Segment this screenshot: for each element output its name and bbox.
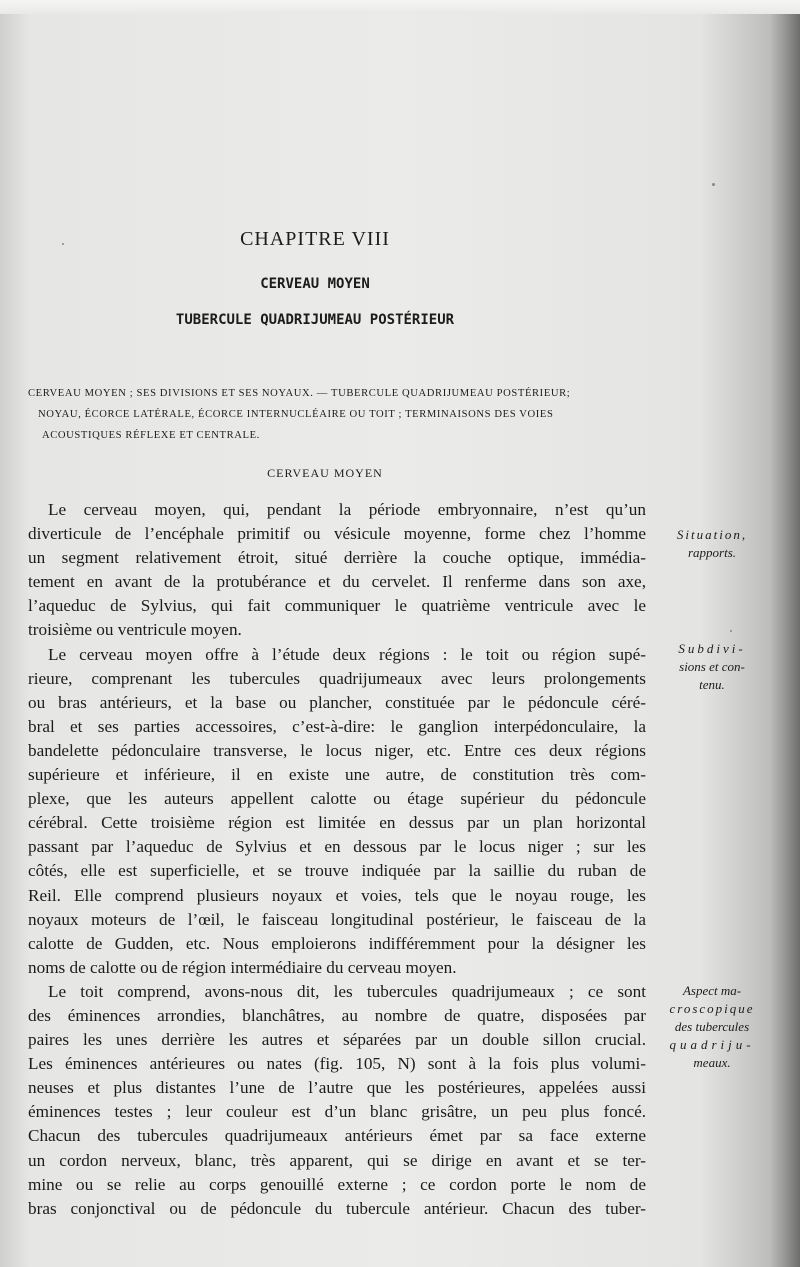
body-line: neuses et plus distantes l’une de l’autre que les postérieures, appelées aussi xyxy=(28,1078,646,1098)
print-speck xyxy=(712,183,715,186)
body-line: cérébral. Cette troisième région est limitée en dessus par un plan horizontal xyxy=(28,813,646,833)
body-line: un segment relativement étroit, situé derrière la couche optique, immédia- xyxy=(28,548,646,568)
body-text xyxy=(28,498,646,1221)
summary-line: ACOUSTIQUES RÉFLEXE ET CENTRALE. xyxy=(42,430,260,441)
print-speck xyxy=(62,243,64,245)
body-line: bras conjonctival ou de pédoncule du tubercule antérieur. Chacun des tuber- xyxy=(28,1198,646,1218)
body-line: l’aqueduc de Sylvius, qui fait communiquer le quatrième ventricule avec le xyxy=(28,596,646,616)
chapter-heading: CHAPITRE VIII xyxy=(240,228,390,250)
body-line: troisième ou ventricule moyen. xyxy=(28,620,242,640)
margin-note-line: quadriju- xyxy=(669,1037,755,1052)
margin-note-line: des tubercules xyxy=(674,1019,750,1034)
margin-note-line: sions et con- xyxy=(679,659,745,674)
chapter-summary xyxy=(28,383,638,446)
body-line: Chacun des tubercules quadrijumeaux antérieurs émet par sa face externe xyxy=(28,1126,646,1146)
body-line: tement en avant de la protubérance et du cervelet. Il renferme dans son axe, xyxy=(28,572,646,592)
margin-note-line: meaux. xyxy=(693,1055,731,1070)
body-line: Le toit comprend, avons-nous dit, les tubercules quadrijumeaux ; ce sont xyxy=(48,981,646,1001)
margin-note-line: Situation, xyxy=(676,527,748,542)
margin-note-line: croscopique xyxy=(669,1001,755,1016)
body-line: calotte de Gudden, etc. Nous emploierons indifféremment pour la désigner les xyxy=(28,933,646,953)
body-line: supérieure et inférieure, il en existe une autre, de constitution très com- xyxy=(28,765,646,785)
body-line: bandelette pédonculaire transverse, le locus niger, etc. Entre ces deux régions xyxy=(28,740,646,760)
margin-note-subdivisions xyxy=(656,640,768,694)
summary-line: NOYAU, ÉCORCE LATÉRALE, ÉCORCE INTERNUCLÉAIRE OU TOIT ; TERMINAISONS DES VOIES xyxy=(38,409,554,420)
margin-note-line: Aspect ma- xyxy=(682,983,742,998)
body-line: mine ou se relie au corps genouillé externe ; ce cordon porte le nom de xyxy=(28,1174,646,1194)
body-line: Le cerveau moyen offre à l’étude deux régions : le toit ou région supé- xyxy=(48,644,646,664)
body-line: côtés, elle est superficielle, et se trouve indiquée par la saillie du ruban de xyxy=(28,861,646,881)
margin-note-aspect xyxy=(656,982,768,1072)
summary-line: CERVEAU MOYEN ; SES DIVISIONS ET SES NOYAUX. — TUBERCULE QUADRIJUMEAU POSTÉRIEUR; xyxy=(28,388,571,399)
margin-note-line: Subdivi- xyxy=(678,641,746,656)
body-line: paires les unes derrière les autres et séparées par un double sillon crucial. xyxy=(28,1030,646,1050)
body-line: un cordon nerveux, blanc, très apparent, qui se dirige en avant et se ter- xyxy=(28,1150,646,1170)
body-line: rieure, comprenant les tubercules quadrijumeaux avec leurs prolongements xyxy=(28,668,646,688)
body-line: Le cerveau moyen, qui, pendant la période embryonnaire, n’est qu’un xyxy=(48,500,646,519)
body-line: plexe, que les auteurs appellent calotte ou étage supérieur du pédoncule xyxy=(28,789,646,809)
body-line: des éminences arrondies, blanchâtres, au nombre de quatre, disposées par xyxy=(28,1005,646,1025)
body-line: diverticule de l’encéphale primitif ou vésicule moyenne, forme chez l’homme xyxy=(28,524,646,544)
body-line: noms de calotte ou de région intermédiaire du cerveau moyen. xyxy=(28,957,457,977)
chapter-title-line-1: CERVEAU MOYEN xyxy=(260,276,370,292)
body-line: éminences testes ; leur couleur est d’un blanc grisâtre, un peu plus foncé. xyxy=(28,1102,646,1122)
body-line: ou bras antérieurs, et la base ou plancher, constituée par le pédoncule céré- xyxy=(28,692,646,712)
margin-note-situation xyxy=(656,526,768,562)
margin-note-line: rapports. xyxy=(687,545,737,560)
body-line: Reil. Elle comprend plusieurs noyaux et voies, tels que le noyau rouge, les xyxy=(28,885,646,905)
margin-note-line: tenu. xyxy=(699,677,725,692)
page-top-edge xyxy=(0,0,800,14)
body-line: Les éminences antérieures ou nates (fig. 105, N) sont à la fois plus volumi- xyxy=(28,1054,646,1074)
body-line: noyaux moteurs de l’œil, le faisceau longitudinal postérieur, le faisceau de la xyxy=(28,909,646,929)
body-line: bral et ses parties accessoires, c’est-à-dire: le ganglion interpédonculaire, la xyxy=(28,716,646,736)
body-line: passant par l’aqueduc de Sylvius et en dessous par le locus niger ; sur les xyxy=(28,837,646,857)
print-speck xyxy=(730,630,732,632)
chapter-title-line-2: TUBERCULE QUADRIJUMEAU POSTÉRIEUR xyxy=(175,312,455,328)
section-heading: CERVEAU MOYEN xyxy=(267,466,383,480)
